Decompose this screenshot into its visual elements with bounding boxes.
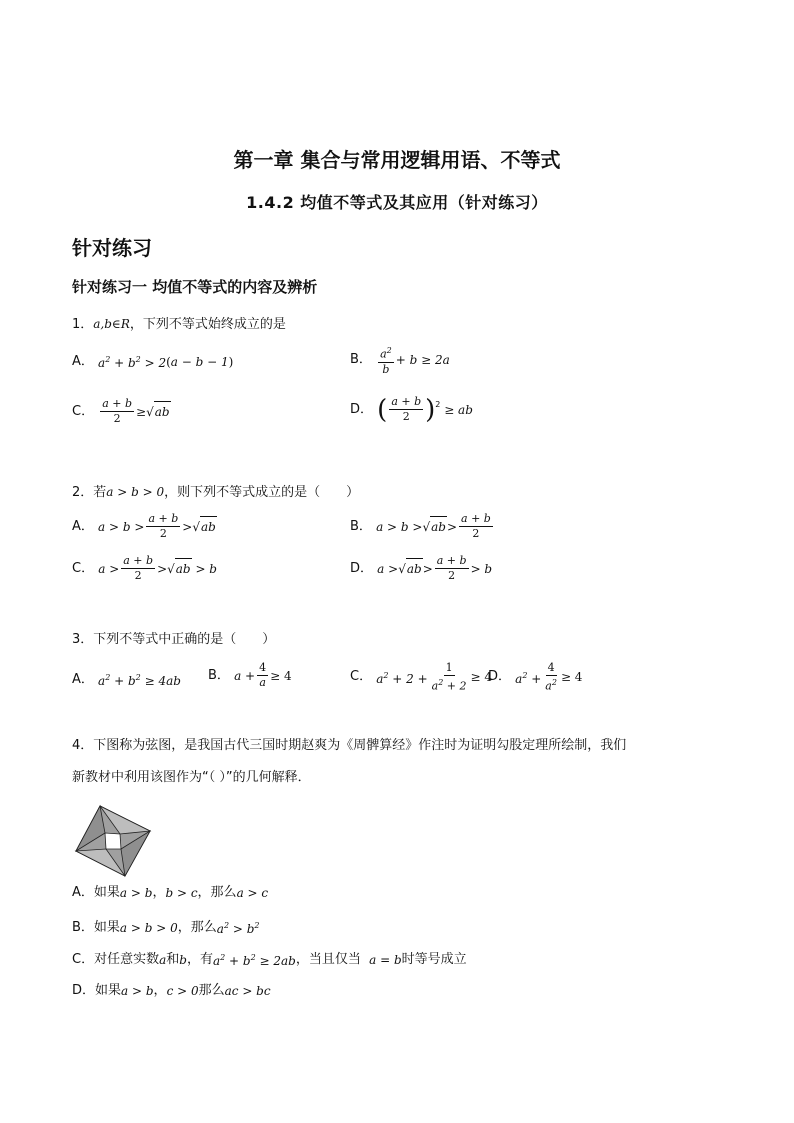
question-1-option-a[interactable]: A． $a^2 + b^2 > 2$ ( a − b − 1 ): [72, 353, 234, 370]
question-4-stem-line-1: 4．下图称为弦图，是我国古代三国时期赵爽为《周髀算经》作注时为证明勾股定理所绘制，我们: [72, 738, 627, 753]
question-4-stem-line-2: 新教材中利用该图作为“（ ）”的几何解释．: [72, 770, 311, 785]
section-title: 1.4.2 均值不等式及其应用（针对练习）: [246, 193, 548, 212]
question-2-option-c[interactable]: C． a > $\frac{a + b}{2}$ > √ ab > b: [72, 554, 217, 582]
subsection-heading: 针对练习一 均值不等式的内容及辨析: [72, 278, 318, 296]
question-2-option-a[interactable]: A． a > b > $\frac{a + b}{2}$ > √ ab: [72, 512, 216, 540]
question-4-option-a[interactable]: A．如果 a > b ， b > c ，那么 a > c: [72, 885, 269, 900]
question-3-option-d[interactable]: D． $a^2$ + $\frac{4}{a^2}$ ≥ 4: [488, 661, 583, 693]
question-2-stem: 2．若a > b > 0，则下列不等式成立的是（ ）: [72, 485, 360, 500]
question-3-stem: 3．下列不等式中正确的是（ ）: [72, 632, 276, 647]
xian-inner-square: [105, 833, 121, 849]
question-3-option-c[interactable]: C． $a^2 + 2$ + $\frac{1}{a^2 + 2}$ ≥ 4: [350, 661, 493, 693]
question-1-option-c[interactable]: C． $\frac{a + b}{2}$ ≥ √ ab: [72, 397, 170, 425]
question-2-option-d[interactable]: D． a > √ ab > $\frac{a + b}{2}$ > b: [350, 554, 493, 582]
xian-figure: [74, 804, 152, 878]
question-4-option-d[interactable]: D．如果 a > b ， c > 0 那么 ac > bc: [72, 983, 271, 998]
section-heading: 针对练习: [72, 236, 152, 260]
question-4-option-b[interactable]: B．如果 a > b > 0 ，那么 $a^2 > b^2$: [72, 919, 260, 936]
question-1-option-d[interactable]: D． ( $\frac{a + b}{2}$ ) $^2$ ≥ ab: [350, 394, 473, 425]
question-4-option-c[interactable]: C．对任意实数 a 和 b ，有 $a^2 + b^2 \ge 2ab$ ，当且仅当 a = b 时等号成立: [72, 951, 467, 968]
question-1-stem: 1．a,b∈R，下列不等式始终成立的是: [72, 317, 286, 332]
question-2-option-b[interactable]: B． a > b > √ ab > $\frac{a + b}{2}$: [350, 512, 491, 540]
question-3-option-a[interactable]: A． $a^2 + b^2 \ge 4ab$: [72, 671, 181, 688]
question-1-option-b[interactable]: B． $\frac{a^2}{b}$ + b ≥ 2a: [350, 346, 450, 376]
question-3-option-b[interactable]: B． a + $\frac{4}{a}$ ≥ 4: [208, 661, 292, 689]
chapter-title: 第一章 集合与常用逻辑用语、不等式: [233, 148, 561, 172]
